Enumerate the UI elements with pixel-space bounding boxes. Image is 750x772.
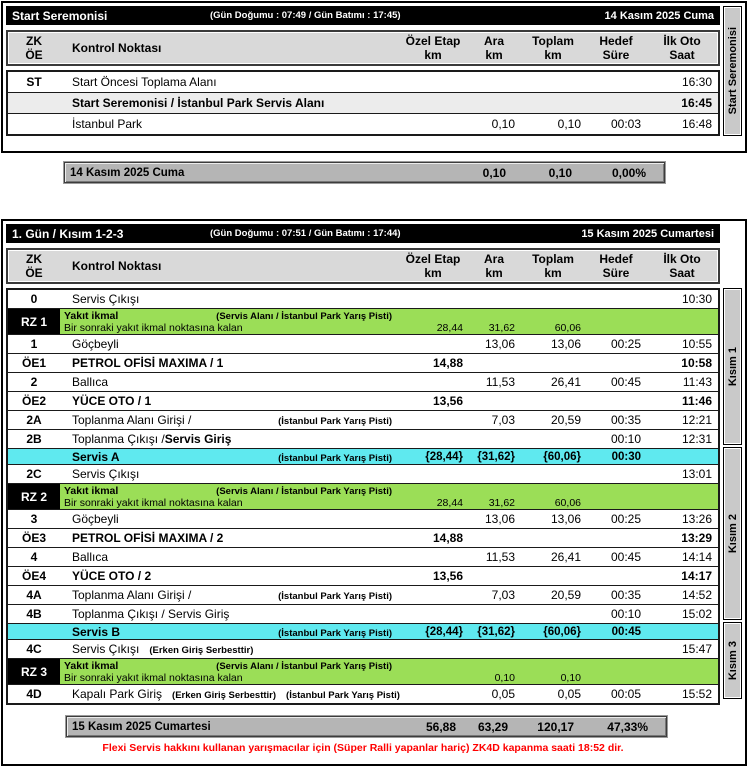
column-header-Ara — [468, 252, 520, 280]
value-cell: 00:25 — [610, 512, 641, 526]
itinerary-row — [8, 392, 718, 411]
zk-cell: 0 — [30, 292, 38, 306]
summary-ozel-km: 56,88 — [425, 719, 456, 734]
itinerary-table-day2 — [6, 288, 720, 705]
zk-cell: 2C — [26, 467, 42, 481]
control-point-name — [60, 375, 398, 389]
header-line2: Saat — [669, 48, 695, 62]
value-cell: 13,06 — [550, 512, 581, 526]
itinerary-row — [8, 465, 718, 484]
control-point-name — [60, 117, 398, 131]
zk-cell: RZ 1 — [8, 309, 60, 334]
value-cell: 10:30 — [681, 292, 712, 306]
toplam-km: 60,06 — [554, 321, 581, 334]
header-line2: Saat — [669, 266, 695, 280]
column-header-Özel Etap — [398, 252, 468, 280]
column-header-row — [6, 248, 720, 284]
event-date: 14 Kasım 2025 Cuma — [604, 9, 714, 22]
section-tab-kisim-1 — [723, 288, 742, 445]
itinerary-row — [8, 114, 718, 134]
control-point-name — [60, 687, 398, 701]
zk-cell — [8, 93, 60, 113]
row-content — [60, 465, 718, 483]
location-note: (İstanbul Park Yarış Pisti) — [278, 416, 392, 427]
value-cell: 0,10 — [557, 117, 581, 131]
value-cell: 11,53 — [485, 550, 515, 564]
itinerary-row — [8, 605, 718, 624]
itinerary-row — [8, 290, 718, 309]
column-header-Kontrol Noktası — [60, 41, 398, 55]
refuel-line1 — [60, 310, 718, 322]
value-cell: 14,88 — [432, 531, 463, 545]
ara-km: 31,62 — [488, 496, 515, 509]
row-content — [60, 567, 718, 585]
value-cell: 13:29 — [681, 531, 712, 545]
refuel-title — [60, 310, 398, 322]
column-header-ZK — [8, 252, 60, 280]
section-tab-label: Kısım 3 — [726, 640, 739, 681]
value-cell: 00:10 — [610, 432, 641, 446]
control-point-name — [60, 588, 398, 602]
header-line2: ÖE — [25, 48, 43, 62]
refuel-subtext: Bir sonraki yakıt ikmal noktasına kalan — [64, 496, 243, 509]
control-point-label: YÜCE OTO / 1 — [72, 394, 152, 408]
location-note: (Servis Alanı / İstanbul Park Yarış Pisti) — [216, 660, 392, 672]
refuel-line2 — [60, 672, 718, 684]
control-point-label: Servis Çıkışı — [72, 642, 140, 656]
zk-cell: ÖE1 — [21, 356, 46, 370]
control-point-name — [60, 550, 398, 564]
header-line1: ZK — [26, 34, 42, 48]
value-cell: 26,41 — [550, 550, 581, 564]
control-point-label-bold: Servis Giriş — [164, 432, 232, 446]
control-point-name — [60, 432, 398, 446]
zk-cell: RZ 3 — [8, 659, 60, 684]
itinerary-row — [8, 411, 718, 430]
header-line2: km — [424, 48, 442, 62]
hedef-sure: 00:30 — [611, 450, 641, 463]
value-cell: 14:14 — [681, 550, 712, 564]
summary-toplam-km: 120,17 — [537, 719, 574, 734]
ozel-km: 28,44 — [436, 496, 463, 509]
row-content — [60, 640, 718, 658]
event-title: 1. Gün / Kısım 1-2-3 — [12, 226, 124, 241]
value-cell: 12:21 — [681, 413, 712, 427]
value-cell: 0,05 — [491, 687, 515, 701]
location-note: (İstanbul Park Yarış Pisti) — [278, 627, 392, 639]
ozel-km: {28,44} — [425, 625, 463, 638]
section-tab-label: Kısım 1 — [726, 346, 739, 387]
service-name — [60, 450, 398, 464]
header-line2: km — [485, 48, 503, 62]
header-line2: Süre — [602, 48, 630, 62]
control-point-label: Servis Çıkışı — [72, 467, 140, 481]
value-cell: 00:10 — [610, 607, 641, 621]
row-content — [60, 290, 718, 308]
value-cell: 13,56 — [432, 569, 463, 583]
event-date: 15 Kasım 2025 Cumartesi — [581, 227, 714, 240]
row-content — [60, 335, 718, 353]
control-point-label: YÜCE OTO / 2 — [72, 569, 152, 583]
itinerary-row — [8, 72, 718, 93]
refuel-label: Yakıt ikmal — [64, 659, 119, 672]
itinerary-row — [8, 640, 718, 659]
day-summary-bar-day1 — [64, 162, 665, 183]
control-point-label: Ballıca — [72, 550, 109, 564]
value-cell: 11,53 — [485, 375, 515, 389]
zk-cell: 4B — [26, 607, 42, 621]
row-content — [60, 354, 718, 372]
value-cell: 13,56 — [432, 394, 463, 408]
itinerary-row — [8, 510, 718, 529]
refuel-content — [60, 309, 718, 334]
ara-km: {31,62} — [477, 625, 515, 638]
header-line1: ZK — [26, 252, 42, 266]
value-cell: 00:03 — [610, 117, 641, 131]
itinerary-row — [8, 567, 718, 586]
toplam-km: {60,06} — [543, 450, 581, 463]
column-header-Hedef — [586, 34, 646, 62]
row-content — [60, 411, 718, 429]
row-content — [60, 72, 718, 92]
value-cell: 00:45 — [610, 550, 641, 564]
column-header-Toplam — [520, 252, 586, 280]
refuel-title — [60, 485, 398, 497]
value-cell: 16:30 — [681, 75, 712, 89]
section-tab-kisim-3 — [723, 622, 742, 699]
zk-cell: 2A — [26, 413, 42, 427]
header-line2: km — [544, 266, 562, 280]
itinerary-row — [8, 93, 718, 114]
leg1-card — [1, 219, 747, 766]
value-cell: 26,41 — [550, 375, 581, 389]
summary-stage-percent: 0,00% — [611, 165, 646, 180]
zk-cell: 3 — [30, 512, 38, 526]
refuel-zone-row — [8, 659, 718, 685]
control-point-label: Toplanma Alanı Girişi / — [72, 588, 192, 602]
header-line1: Hedef — [599, 34, 633, 48]
control-point-label: Toplanma Alanı Girişi / — [72, 413, 192, 427]
control-point-label: Toplanma Çıkışı / — [72, 432, 165, 446]
row-content — [60, 392, 718, 410]
refuel-subtext: Bir sonraki yakıt ikmal noktasına kalan — [64, 321, 243, 334]
column-header-İlk Oto — [646, 252, 718, 280]
refuel-line1 — [60, 660, 718, 672]
refuel-zone-row — [8, 484, 718, 510]
control-point-name — [60, 607, 398, 621]
itinerary-table-day1 — [6, 70, 720, 136]
control-point-label: Toplanma Çıkışı / Servis Giriş — [72, 607, 230, 621]
early-entry-note: (Erken Giriş Serbesttir) — [172, 690, 277, 701]
refuel-zone-row — [8, 309, 718, 335]
zk-cell: ST — [26, 75, 42, 89]
row-content — [60, 114, 718, 134]
value-cell: 7,03 — [491, 413, 515, 427]
value-cell: 13,06 — [550, 337, 581, 351]
zk-cell — [8, 114, 60, 134]
value-cell: 11:46 — [681, 394, 712, 408]
control-point-label: Ballıca — [72, 375, 109, 389]
value-cell: 10:55 — [681, 337, 712, 351]
control-point-label: PETROL OFİSİ MAXIMA / 1 — [72, 356, 224, 370]
zk-cell — [8, 449, 60, 464]
refuel-line2 — [60, 322, 718, 334]
row-content — [60, 93, 718, 113]
row-content — [60, 605, 718, 623]
service-name — [60, 625, 398, 639]
refuel-content — [60, 659, 718, 684]
refuel-line1 — [60, 485, 718, 497]
control-point-name — [60, 569, 398, 583]
zk-cell: ÖE3 — [21, 531, 46, 545]
column-header-ZK — [8, 34, 60, 62]
control-point-label: Start Seremonisi / İstanbul Park Servis Alanı — [72, 96, 325, 110]
row-content — [60, 548, 718, 566]
row-content — [60, 510, 718, 528]
value-cell: 0,05 — [557, 687, 581, 701]
control-point-label: Start Öncesi Toplama Alanı — [72, 75, 217, 89]
service-content — [60, 449, 718, 464]
value-cell: 13:26 — [681, 512, 712, 526]
value-cell: 15:02 — [681, 607, 712, 621]
value-cell: 14,88 — [432, 356, 463, 370]
summary-ara-km: 0,10 — [482, 165, 506, 180]
titlebar-leg1 — [6, 224, 720, 243]
sun-times: (Gün Doğumu : 07:49 / Gün Batımı : 17:45) — [210, 10, 401, 21]
value-cell: 7,03 — [491, 588, 515, 602]
flexi-service-footnote: Flexi Servis hakkını kullanan yarışmacılar için (Süper Ralli yapanlar hariç) ZK4D kapanma saati 18:52 dir. — [102, 742, 624, 754]
value-cell: 20,59 — [550, 413, 581, 427]
control-point-name — [60, 337, 398, 351]
row-content — [60, 685, 718, 703]
header-line2: km — [544, 48, 562, 62]
header-line2: km — [424, 266, 442, 280]
section-tab-kisim-2 — [723, 447, 742, 620]
value-cell: 00:35 — [610, 413, 641, 427]
zk-cell: ÖE2 — [21, 394, 46, 408]
ara-km: 0,10 — [494, 671, 515, 684]
itinerary-row — [8, 548, 718, 567]
control-point-label: Servis Çıkışı — [72, 292, 140, 306]
ozel-km: {28,44} — [425, 450, 463, 463]
day-summary-bar-day2 — [66, 716, 667, 737]
itinerary-row — [8, 529, 718, 548]
control-point-name — [60, 394, 398, 408]
value-cell: 13,06 — [484, 512, 515, 526]
header-line1: İlk Oto — [663, 34, 701, 48]
start-ceremony-card — [1, 1, 747, 153]
control-point-name — [60, 413, 398, 427]
refuel-title — [60, 660, 398, 672]
ara-km: 31,62 — [488, 321, 515, 334]
refuel-label: Yakıt ikmal — [64, 484, 119, 497]
column-header-row — [6, 30, 720, 66]
hedef-sure: 00:45 — [611, 625, 641, 638]
location-note: (İstanbul Park Yarış Pisti) — [278, 591, 392, 602]
value-cell: 13:01 — [681, 467, 712, 481]
sun-times: (Gün Doğumu : 07:51 / Gün Batımı : 17:44) — [210, 228, 401, 239]
column-header-Ara — [468, 34, 520, 62]
value-cell: 00:25 — [610, 337, 641, 351]
refuel-label: Yakıt ikmal — [64, 309, 119, 322]
value-cell: 15:47 — [681, 642, 712, 656]
header-line1: Ara — [483, 252, 504, 266]
control-point-name — [60, 512, 398, 526]
header-line1: Kontrol Noktası — [72, 259, 162, 273]
zk-cell: 4 — [30, 550, 38, 564]
service-content — [60, 624, 718, 639]
value-cell: 10:58 — [681, 356, 712, 370]
service-row — [8, 449, 718, 465]
value-cell: 00:45 — [610, 375, 641, 389]
value-cell: 12:31 — [681, 432, 712, 446]
value-cell: 20,59 — [550, 588, 581, 602]
value-cell: 13,06 — [484, 337, 515, 351]
header-line2: ÖE — [25, 266, 43, 280]
zk-cell: 4A — [26, 588, 42, 602]
control-point-name — [60, 642, 398, 656]
control-point-name — [60, 75, 398, 89]
zk-cell: 4C — [26, 642, 42, 656]
location-note: (İstanbul Park Yarış Pisti) — [286, 690, 400, 701]
itinerary-row — [8, 685, 718, 703]
header-line1: Ara — [483, 34, 504, 48]
column-header-Özel Etap — [398, 34, 468, 62]
section-tab-label: Kısım 2 — [726, 513, 739, 554]
summary-ara-km: 63,29 — [477, 719, 508, 734]
value-cell: 00:05 — [610, 687, 641, 701]
location-note: (Servis Alanı / İstanbul Park Yarış Pisti) — [216, 310, 392, 322]
header-line2: Süre — [602, 266, 630, 280]
control-point-label: Göçbeyli — [72, 337, 119, 351]
itinerary-row — [8, 354, 718, 373]
value-cell: 0,10 — [491, 117, 515, 131]
itinerary-row — [8, 335, 718, 354]
control-point-label: Göçbeyli — [72, 512, 119, 526]
header-line1: Özel Etap — [405, 252, 461, 266]
ara-km: {31,62} — [477, 450, 515, 463]
summary-stage-percent: 47,33% — [607, 719, 648, 734]
side-tab-start-ceremony: Start Seremonisi — [723, 6, 742, 136]
ozel-km: 28,44 — [436, 321, 463, 334]
header-line1: Hedef — [599, 252, 633, 266]
itinerary-row — [8, 586, 718, 605]
control-point-label: İstanbul Park — [72, 117, 143, 131]
toplam-km: 0,10 — [560, 671, 581, 684]
column-header-İlk Oto — [646, 34, 718, 62]
value-cell: 00:35 — [610, 588, 641, 602]
titlebar-start-ceremony — [6, 6, 720, 25]
header-line1: Kontrol Noktası — [72, 41, 162, 55]
control-point-label: Kapalı Park Giriş — [72, 687, 163, 701]
control-point-name — [60, 356, 398, 370]
service-label: Servis B — [72, 624, 121, 639]
column-header-Hedef — [586, 252, 646, 280]
event-title: Start Seremonisi — [12, 8, 108, 23]
toplam-km: {60,06} — [543, 625, 581, 638]
row-content — [60, 373, 718, 391]
summary-date-label: 14 Kasım 2025 Cuma — [70, 166, 185, 179]
early-entry-note: (Erken Giriş Serbesttir) — [149, 645, 254, 656]
row-content — [60, 529, 718, 547]
value-cell: 14:52 — [681, 588, 712, 602]
refuel-subtext: Bir sonraki yakıt ikmal noktasına kalan — [64, 671, 243, 684]
value-cell: 14:17 — [681, 569, 712, 583]
service-row — [8, 624, 718, 640]
header-line2: km — [485, 266, 503, 280]
value-cell: 15:52 — [681, 687, 712, 701]
refuel-content — [60, 484, 718, 509]
zk-cell — [8, 624, 60, 639]
zk-cell: 4D — [26, 687, 42, 701]
toplam-km: 60,06 — [554, 496, 581, 509]
column-header-Kontrol Noktası — [60, 259, 398, 273]
zk-cell: RZ 2 — [8, 484, 60, 509]
header-line1: Toplam — [532, 252, 574, 266]
section-tabs — [723, 288, 742, 701]
control-point-name — [60, 292, 398, 306]
itinerary-row — [8, 430, 718, 449]
zk-cell: 2B — [26, 432, 42, 446]
value-cell: 16:48 — [681, 117, 712, 131]
value-cell: 11:43 — [682, 375, 712, 389]
zk-cell: 2 — [30, 375, 38, 389]
service-label: Servis A — [72, 449, 120, 464]
row-content — [60, 430, 718, 448]
header-line1: İlk Oto — [663, 252, 701, 266]
summary-date-label: 15 Kasım 2025 Cumartesi — [72, 720, 211, 733]
header-line1: Özel Etap — [405, 34, 461, 48]
zk-cell: 1 — [30, 337, 38, 351]
location-note: (İstanbul Park Yarış Pisti) — [278, 452, 392, 464]
refuel-line2 — [60, 497, 718, 509]
control-point-name — [60, 531, 398, 545]
location-note: (Servis Alanı / İstanbul Park Yarış Pisti) — [216, 485, 392, 497]
value-cell: 16:45 — [681, 96, 712, 110]
itinerary-row — [8, 373, 718, 392]
header-line1: Toplam — [532, 34, 574, 48]
control-point-name — [60, 467, 398, 481]
control-point-label: PETROL OFİSİ MAXIMA / 2 — [72, 531, 224, 545]
control-point-name — [60, 96, 398, 110]
row-content — [60, 586, 718, 604]
summary-toplam-km: 0,10 — [548, 165, 572, 180]
column-header-Toplam — [520, 34, 586, 62]
zk-cell: ÖE4 — [21, 569, 46, 583]
